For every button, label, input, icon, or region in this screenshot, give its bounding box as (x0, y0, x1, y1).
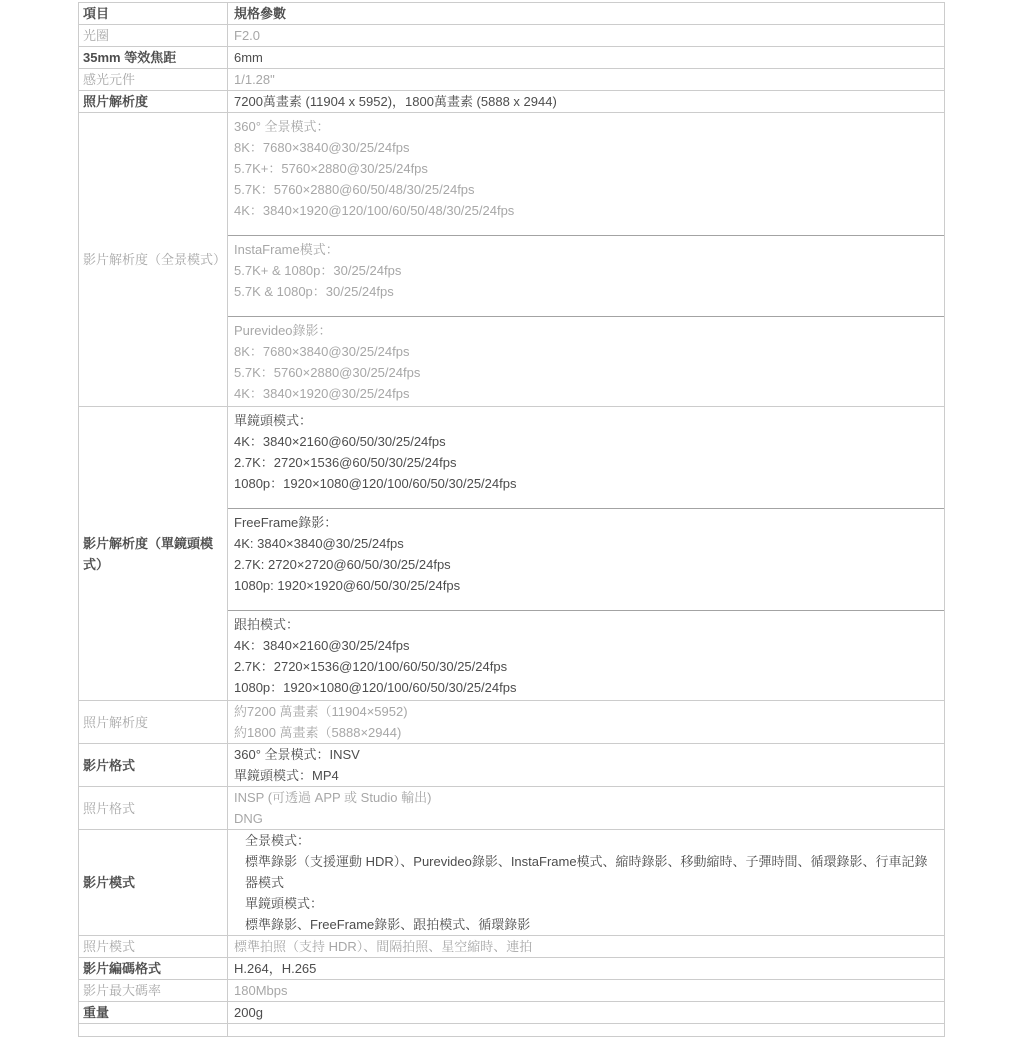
table-row (79, 701, 944, 744)
value-line: 約1800 萬畫素（5888×2944) (234, 725, 402, 740)
value-line: 跟拍模式： (234, 617, 300, 632)
row-label: 影片解析度（全景模式） (79, 113, 228, 406)
value-line: 約7200 萬畫素（11904×5952) (234, 704, 408, 719)
value-line: 2.7K: 2720×2720@60/50/30/25/24fps (234, 557, 451, 572)
table-body (79, 25, 944, 1024)
value-line: F2.0 (234, 28, 261, 43)
value-line: 1080p：1920×1080@120/100/60/50/30/25/24fps (234, 476, 517, 491)
value-line: 2.7K：2720×1536@60/50/30/25/24fps (234, 455, 457, 470)
value-line: 單鏡頭模式： (245, 896, 324, 911)
row-label: 照片解析度 (79, 91, 228, 112)
value-line: 5.7K：5760×2880@60/50/48/30/25/24fps (234, 182, 475, 197)
table-row (79, 787, 944, 830)
value-line: 4K：3840×1920@30/25/24fps (234, 386, 410, 401)
table-row (79, 980, 944, 1002)
value-line: 360° 全景模式：INSV (234, 747, 360, 762)
table-row (79, 25, 944, 47)
row-label: 影片模式 (79, 830, 228, 935)
value-line: FreeFrame錄影： (234, 515, 338, 530)
row-label: 影片編碼格式 (79, 958, 228, 979)
value-line: 4K：3840×1920@120/100/60/50/48/30/25/24fps (234, 203, 515, 218)
value-line: 8K：7680×3840@30/25/24fps (234, 344, 410, 359)
row-value (228, 936, 944, 957)
value-line: 4K: 3840×3840@30/25/24fps (234, 536, 404, 551)
cutoff-row-label (79, 1024, 228, 1036)
value-section (228, 317, 944, 406)
table-row (79, 91, 944, 113)
value-line: 200g (234, 1005, 263, 1020)
value-section (228, 113, 944, 236)
value-line: DNG (234, 811, 263, 826)
row-label: 影片最大碼率 (79, 980, 228, 1001)
value-line: 單鏡頭模式： (234, 413, 313, 428)
table-row (79, 958, 944, 980)
value-line: 標準錄影（支援運動 HDR）、Purevideo錄影、InstaFrame模式、縮時錄影、移動縮時、子彈時間、循環錄影、行車記錄器模式 (245, 854, 928, 890)
value-line: 單鏡頭模式：MP4 (234, 768, 339, 783)
cutoff-row (79, 1024, 944, 1037)
table-row (79, 830, 944, 936)
table-row (79, 407, 944, 701)
value-line: Purevideo錄影： (234, 323, 332, 338)
value-section (228, 236, 944, 317)
value-line: H.264，H.265 (234, 961, 317, 976)
value-section (228, 611, 944, 700)
row-label: 35mm 等效焦距 (79, 47, 228, 68)
table-row (79, 1002, 944, 1024)
row-label: 感光元件 (79, 69, 228, 90)
row-value (228, 47, 944, 68)
table-row (79, 47, 944, 69)
row-label: 光圈 (79, 25, 228, 46)
table-row (79, 744, 944, 787)
value-line: INSP (可透過 APP 或 Studio 輸出) (234, 790, 432, 805)
row-value (228, 113, 944, 406)
row-value (228, 980, 944, 1001)
value-line: 標準拍照（支持 HDR）、間隔拍照、星空縮時、連拍 (234, 939, 533, 954)
table-row (79, 936, 944, 958)
value-line: InstaFrame模式： (234, 242, 339, 257)
value-line: 2.7K：2720×1536@120/100/60/50/30/25/24fps (234, 659, 508, 674)
row-label: 照片格式 (79, 787, 228, 829)
value-line: 8K：7680×3840@30/25/24fps (234, 140, 410, 155)
row-label: 重量 (79, 1002, 228, 1023)
value-line: 360° 全景模式： (234, 119, 330, 134)
table-header-row (79, 3, 944, 25)
row-value (228, 744, 944, 786)
row-label: 照片解析度 (79, 701, 228, 743)
value-line: 標準錄影、FreeFrame錄影、跟拍模式、循環錄影 (245, 917, 531, 932)
value-line: 180Mbps (234, 983, 288, 998)
row-value (228, 787, 944, 829)
cutoff-row-value (228, 1024, 944, 1045)
row-value (228, 69, 944, 90)
table-row (79, 113, 944, 407)
spec-table (78, 2, 945, 1037)
row-value (228, 1002, 944, 1023)
header-spec-column: 規格參數 (234, 6, 287, 21)
value-line: 5.7K & 1080p：30/25/24fps (234, 284, 394, 299)
row-label: 照片模式 (79, 936, 228, 957)
value-line: 6mm (234, 50, 263, 65)
row-value (228, 91, 944, 112)
value-line: 7200萬畫素 (11904 x 5952)，1800萬畫素 (5888 x 2944) (234, 94, 557, 109)
value-line: 4K：3840×2160@30/25/24fps (234, 638, 410, 653)
value-line: 5.7K：5760×2880@30/25/24fps (234, 365, 421, 380)
value-line: 1080p: 1920×1920@60/50/30/25/24fps (234, 578, 461, 593)
value-section (228, 407, 944, 509)
value-line: 1080p：1920×1080@120/100/60/50/30/25/24fps (234, 680, 517, 695)
row-value (228, 407, 944, 700)
row-label: 影片解析度（單鏡頭模式） (79, 407, 228, 700)
value-line: 5.7K+ & 1080p：30/25/24fps (234, 263, 402, 278)
table-row (79, 69, 944, 91)
row-label: 影片格式 (79, 744, 228, 786)
row-value (228, 701, 944, 743)
row-value (228, 25, 944, 46)
value-section (228, 509, 944, 611)
value-line: 1/1.28" (234, 72, 275, 87)
row-value (228, 958, 944, 979)
value-line: 5.7K+：5760×2880@30/25/24fps (234, 161, 428, 176)
row-value (228, 830, 944, 935)
value-line: 全景模式： (245, 833, 311, 848)
value-line: 4K：3840×2160@60/50/30/25/24fps (234, 434, 446, 449)
header-item-column: 項目 (79, 3, 228, 24)
